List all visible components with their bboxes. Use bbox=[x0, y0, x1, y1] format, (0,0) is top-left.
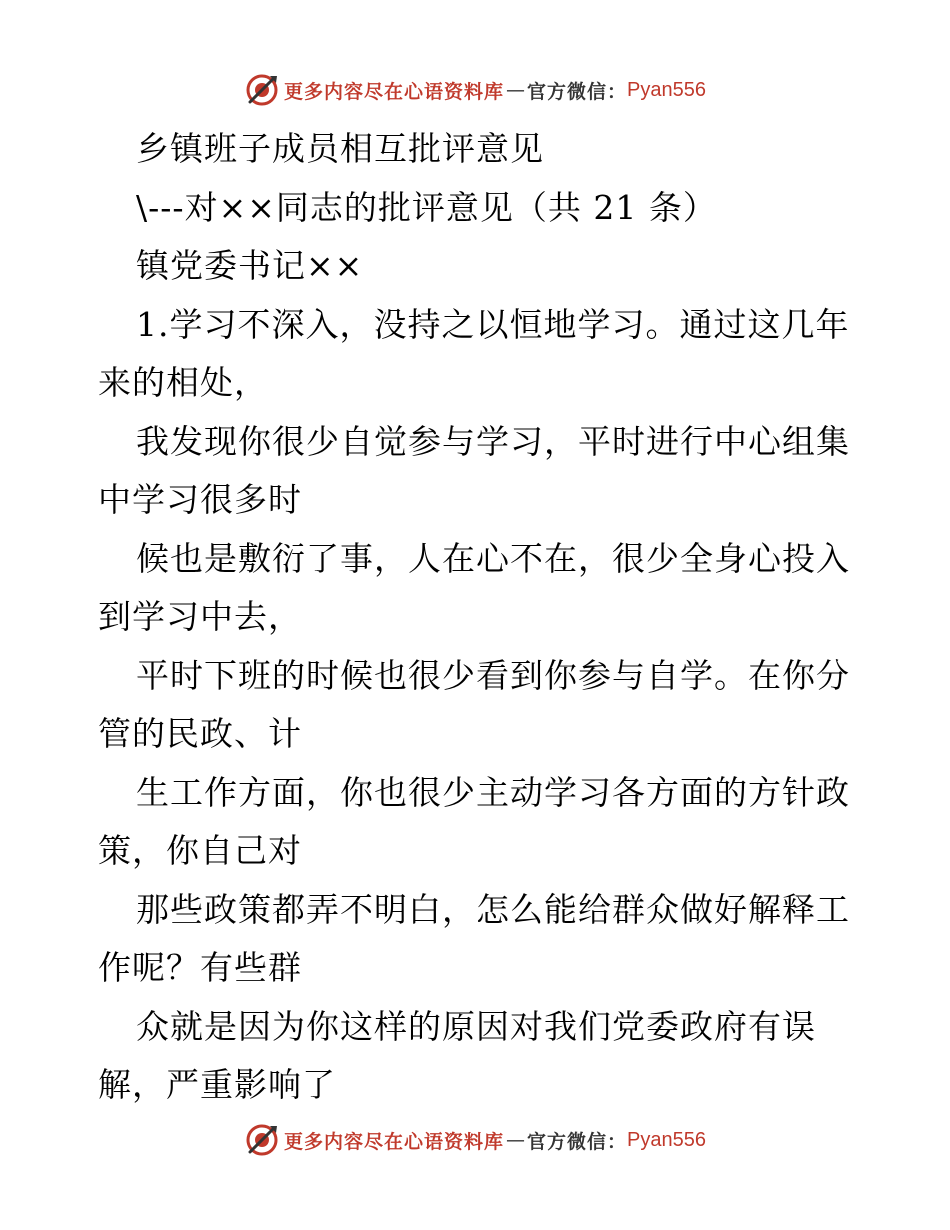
paragraph-line: 我发现你很少自觉参与学习，平时进行中心组集 bbox=[136, 421, 850, 461]
paragraph-line: 候也是敷衍了事，人在心不在，很少全身心投入 bbox=[136, 538, 850, 578]
watermark-official-label: 官方微信： bbox=[527, 1130, 628, 1153]
doc-title: 乡镇班子成员相互批评意见 bbox=[136, 129, 544, 168]
paragraph-line: 生工作方面，你也很少主动学习各方面的方针政 bbox=[136, 772, 850, 812]
paragraph-line: 中学习很多时 bbox=[98, 480, 302, 519]
paragraph-line: 众就是因为你这样的原因对我们党委政府有误 bbox=[136, 1006, 816, 1046]
paragraph-line: 作呢？有些群 bbox=[98, 948, 302, 987]
pen-logo-icon bbox=[244, 72, 280, 108]
watermark-dash: — bbox=[506, 79, 526, 101]
document-body bbox=[98, 120, 868, 1115]
watermark-wechat-id: Pyan556 bbox=[627, 1128, 706, 1151]
watermark-dash: — bbox=[506, 1129, 526, 1151]
paragraph-line: 那些政策都弄不明白，怎么能给群众做好解释工 bbox=[136, 889, 850, 929]
pen-logo-icon bbox=[244, 1122, 280, 1158]
paragraph-line: 解，严重影响了 bbox=[98, 1065, 336, 1104]
paragraph-line: 策，你自己对 bbox=[98, 831, 302, 870]
paragraph-line: 平时下班的时候也很少看到你参与自学。在你分 bbox=[136, 655, 850, 695]
doc-author: 镇党委书记×× bbox=[136, 246, 364, 285]
watermark-site-text: 更多内容尽在心语资料库 bbox=[284, 80, 505, 103]
header-watermark bbox=[0, 70, 950, 110]
paragraph-line: 管的民政、计 bbox=[98, 714, 302, 753]
watermark-wechat-id: Pyan556 bbox=[627, 78, 706, 101]
watermark-site-text: 更多内容尽在心语资料库 bbox=[284, 1130, 505, 1153]
doc-subtitle: \---对××同志的批评意见（共 21 条） bbox=[136, 187, 717, 227]
paragraph-line: 到学习中去， bbox=[98, 597, 302, 636]
paragraph-line: 1.学习不深入，没持之以恒地学习。通过这几年 bbox=[136, 304, 850, 344]
paragraph-line: 来的相处， bbox=[98, 363, 268, 402]
watermark-official-label: 官方微信： bbox=[527, 80, 628, 103]
footer-watermark bbox=[0, 1120, 950, 1160]
